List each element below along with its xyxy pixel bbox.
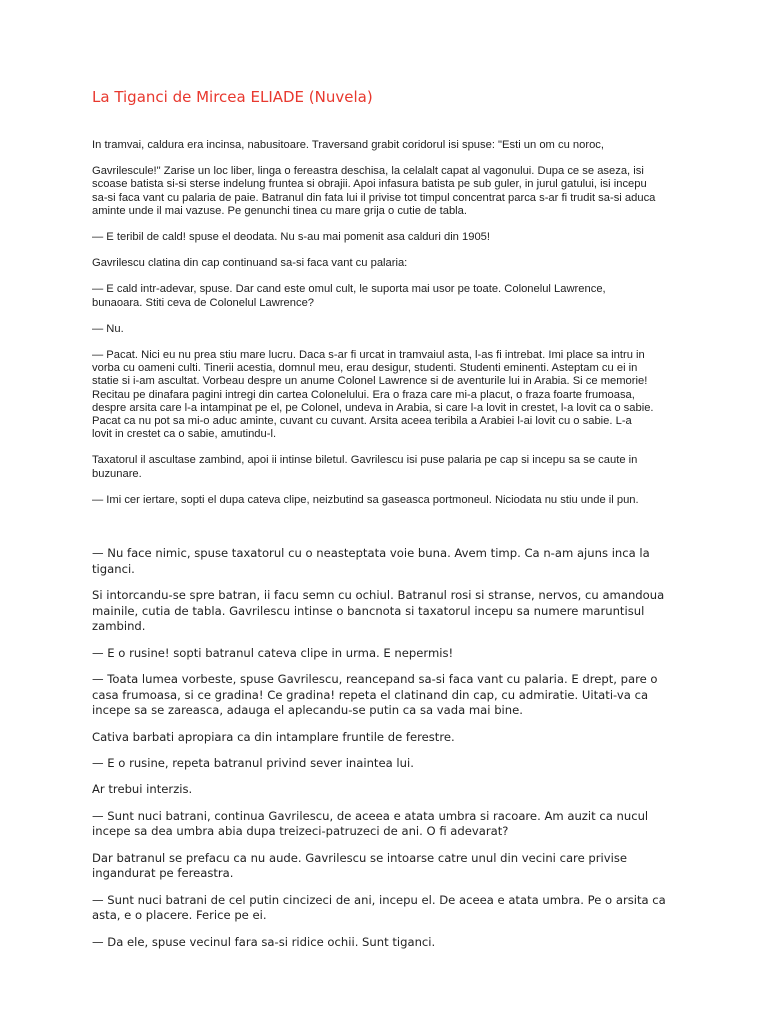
paragraph: — Sunt nuci batrani, continua Gavrilescu, de aceea e atata umbra si racoare. Am auzit ca nucul incepe sa dea umbra abia dupa treizeci-patruzeci de ani. O fi adevarat? xyxy=(92,808,649,839)
paragraph: — Imi cer iertare, sopti el dupa cateva clipe, neizbutind sa gaseasca portmoneul. Niciodata nu stiu unde il pun. xyxy=(92,493,639,506)
paragraph: — Nu. xyxy=(92,322,124,335)
paragraph: — Nu face nimic, spuse taxatorul cu o neasteptata voie buna. Avem timp. Ca n-am ajuns inca la tiganci. xyxy=(92,546,650,576)
paragraph: — Da ele, spuse vecinul fara sa-si ridice ochii. Sunt tiganci. xyxy=(92,934,436,949)
paragraph: Ar trebui interzis. xyxy=(92,782,193,797)
paragraph: In tramvai, caldura era incinsa, nabusitoare. Traversand grabit coridorul isi spuse: "Esti un om cu noroc, xyxy=(92,139,605,151)
paragraph: — E cald intr-adevar, spuse. Dar cand este omul cult, le suporta mai usor pe toate. Colonelul Lawrence, bunaoara. Stiti ceva de Colonelul Lawrence? xyxy=(92,283,606,309)
story-section-second xyxy=(92,546,692,961)
paragraph: — Pacat. Nici eu nu prea stiu mare lucru. Daca s-ar fi urcat in tramvaiul asta, l-as fi intrebat. Imi place sa intru in vorba cu oameni culti. Tinerii acestia, domnul meu, erau desigur, studenti. Studenti eminenti. Asteptam cu ei in statie si i-am ascultat. Vorbeau despre un anume Colonel Lawrence si de aventurile lui in Arabia. Si ce memorie! Recitau pe dinafara pagini intregi din cartea Colonelului. Era o fraza care mi-a placut, o fraza foarte frumoasa, despre arsita care l-a intampinat pe el, pe Colonel, undeva in Arabia, si care l-a lovit in crestet, l-a lovit ca o sabie. Pacat ca nu pot sa mi-o aduc aminte, cuvant cu cuvant. Arsita aceea teribila a Arabiei l-ai lovit cu o sabie. L-a lovit in crestet ca o sabie, amutindu-l. xyxy=(92,349,654,441)
paragraph: Taxatorul il ascultase zambind, apoi ii intinse biletul. Gavrilescu isi puse palaria pe cap si incepu sa se caute in buzunare. xyxy=(92,454,638,480)
paragraph: Cativa barbati apropiara ca din intamplare fruntile de ferestre. xyxy=(92,729,455,744)
paragraph: Dar batranul se prefacu ca nu aude. Gavrilescu se intoarse catre unul din vecini care privise ingandurat pe fereastra. xyxy=(92,850,627,881)
paragraph: — E teribil de cald! spuse el deodata. Nu s-au mai pomenit asa calduri din 1905! xyxy=(92,231,491,244)
paragraph: Gavrilescule!" Zarise un loc liber, linga o fereastra deschisa, la celalalt capat al vagonului. Dupa ce se aseza, isi scoase batista si-si sterse indelung fruntea si obrajii. Apoi infasura batista pe sub guler, in jurul gatului, isi incepu sa-si faca vant cu palaria de paie. Batranul din fata lui il privise tot timpul concentrat parca s-ar fi trudit sa-si aduca aminte unde il mai vazuse. Pe genunchi tinea cu mare grija o cutie de tabla. xyxy=(92,165,656,217)
story-section-first xyxy=(92,139,692,520)
paragraph: — Sunt nuci batrani de cel putin cincizeci de ani, incepu el. De aceea e atata umbra. Pe o arsita ca asta, e o placere. Ferice pe ei. xyxy=(92,892,666,923)
paragraph: — E o rusine! sopti batranul cateva clipe in urma. E nepermis! xyxy=(92,645,454,660)
paragraph: — Toata lumea vorbeste, spuse Gavrilescu, reancepand sa-si faca vant cu palaria. E drept, pare o casa frumoasa, si ce gradina! Ce gradina! repeta el clatinand din cap, cu admiratie. Uitati-va ca incepe sa se zareasca, adauga el aplecandu-se putin ca sa vada mai bine. xyxy=(92,671,658,718)
paragraph: — E o rusine, repeta batranul privind sever inaintea lui. xyxy=(92,755,414,770)
paragraph: Gavrilescu clatina din cap continuand sa-si faca vant cu palaria: xyxy=(92,257,408,270)
paragraph: Si intorcandu-se spre batran, ii facu semn cu ochiul. Batranul rosi si stranse, nervos, cu amandoua mainile, cutia de tabla. Gavrilescu intinse o bancnota si taxatorul incepu sa numere maruntisul zambind. xyxy=(92,587,665,634)
document-title: La Tiganci de Mircea ELIADE (Nuvela) xyxy=(92,88,373,106)
